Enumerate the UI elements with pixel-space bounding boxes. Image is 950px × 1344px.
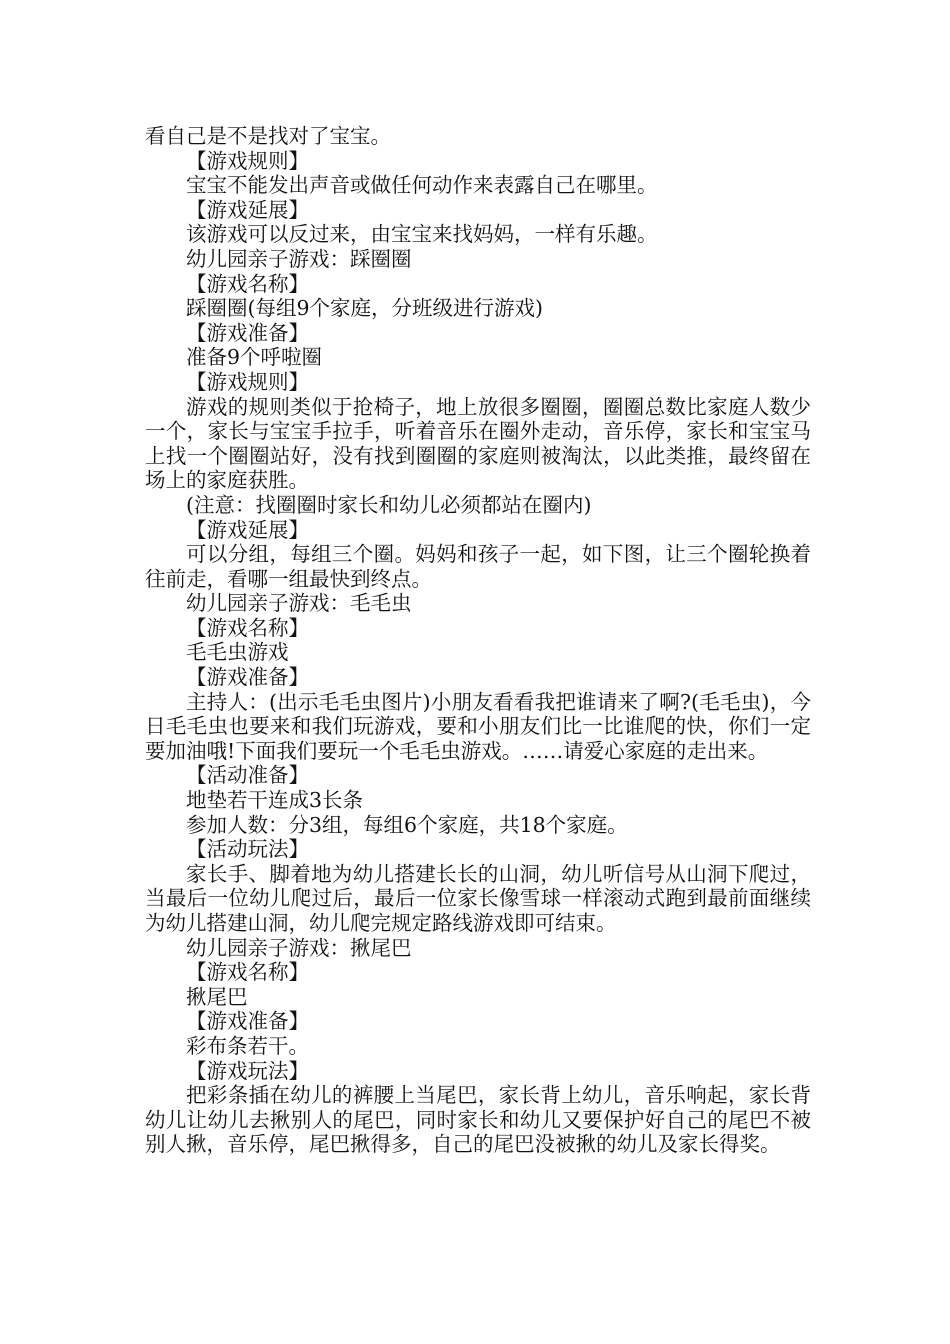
document-paragraph: 幼儿园亲子游戏：毛毛虫 (186, 591, 412, 616)
document-paragraph: (注意：找圈圈时家长和幼儿必须都站在圈内) (186, 492, 592, 517)
document-paragraph: 【游戏玩法】 (186, 1058, 309, 1083)
document-paragraph: 【游戏延展】 (186, 517, 309, 542)
document-paragraph: 揪尾巴 (186, 984, 248, 1009)
document-paragraph: 【游戏准备】 (186, 1009, 309, 1034)
document-paragraph: 参加人数：分3组，每组6个家庭，共18个家庭。 (186, 812, 628, 837)
document-paragraph: 游戏的规则类似于抢椅子，地上放很多圈圈，圈圈总数比家庭人数少一个，家长与宝宝手拉手，听着音乐在圈外走动，音乐停，家长和宝宝马上找一个圈圈站好，没有找到圈圈的家庭则被淘汰，以此类推，最终留在场上的家庭获胜。 (145, 394, 811, 493)
document-paragraph: 毛毛虫游戏 (186, 640, 289, 665)
document-paragraph: 踩圈圈(每组9个家庭，分班级进行游戏) (186, 296, 544, 321)
document-paragraph: 【游戏名称】 (186, 615, 309, 640)
document-paragraph: 准备9个呼啦圈 (186, 345, 323, 370)
document-paragraph: 看自己是不是找对了宝宝。 (145, 124, 391, 148)
document-paragraph: 彩布条若干。 (186, 1033, 309, 1058)
document-paragraph: 【游戏规则】 (186, 148, 309, 173)
document-paragraph: 幼儿园亲子游戏：踩圈圈 (186, 246, 412, 271)
document-paragraph: 该游戏可以反过来，由宝宝来找妈妈，一样有乐趣。 (186, 222, 658, 247)
document-paragraph: 【活动玩法】 (186, 837, 309, 862)
document-paragraph: 【游戏延展】 (186, 197, 309, 222)
document-paragraph: 可以分组，每组三个圈。妈妈和孩子一起，如下图，让三个圈轮换着往前走，看哪一组最快到终点。 (145, 542, 811, 591)
document-paragraph: 幼儿园亲子游戏：揪尾巴 (186, 935, 412, 960)
document-paragraph: 【游戏准备】 (186, 320, 309, 345)
document-paragraph: 【活动准备】 (186, 763, 309, 788)
document-paragraph: 地垫若干连成3长条 (186, 788, 364, 813)
document-paragraph: 家长手、脚着地为幼儿搭建长长的山洞，幼儿听信号从山洞下爬过，当最后一位幼儿爬过后，最后一位家长像雪球一样滚动式跑到最前面继续为幼儿搭建山洞，幼儿爬完规定路线游戏即可结束。 (145, 861, 811, 935)
document-paragraph: 宝宝不能发出声音或做任何动作来表露自己在哪里。 (186, 173, 658, 198)
document-paragraph: 主持人：(出示毛毛虫图片)小朋友看看我把谁请来了啊?(毛毛虫)，今日毛毛虫也要来和我们玩游戏，要和小朋友们比一比谁爬的快，你们一定要加油哦!下面我们要玩一个毛毛虫游戏。……请爱心家庭的走出来。 (145, 689, 811, 763)
document-paragraph: 【游戏准备】 (186, 665, 309, 690)
document-paragraph: 【游戏名称】 (186, 271, 309, 296)
document-paragraph: 【游戏规则】 (186, 369, 309, 394)
document-paragraph: 把彩条插在幼儿的裤腰上当尾巴，家长背上幼儿，音乐响起，家长背幼儿让幼儿去揪别人的尾巴，同时家长和幼儿又要保护好自己的尾巴不被别人揪，音乐停，尾巴揪得多，自己的尾巴没被揪的幼儿及家长得奖。 (145, 1083, 811, 1157)
document-paragraph: 【游戏名称】 (186, 960, 309, 985)
document-page (145, 124, 811, 1157)
